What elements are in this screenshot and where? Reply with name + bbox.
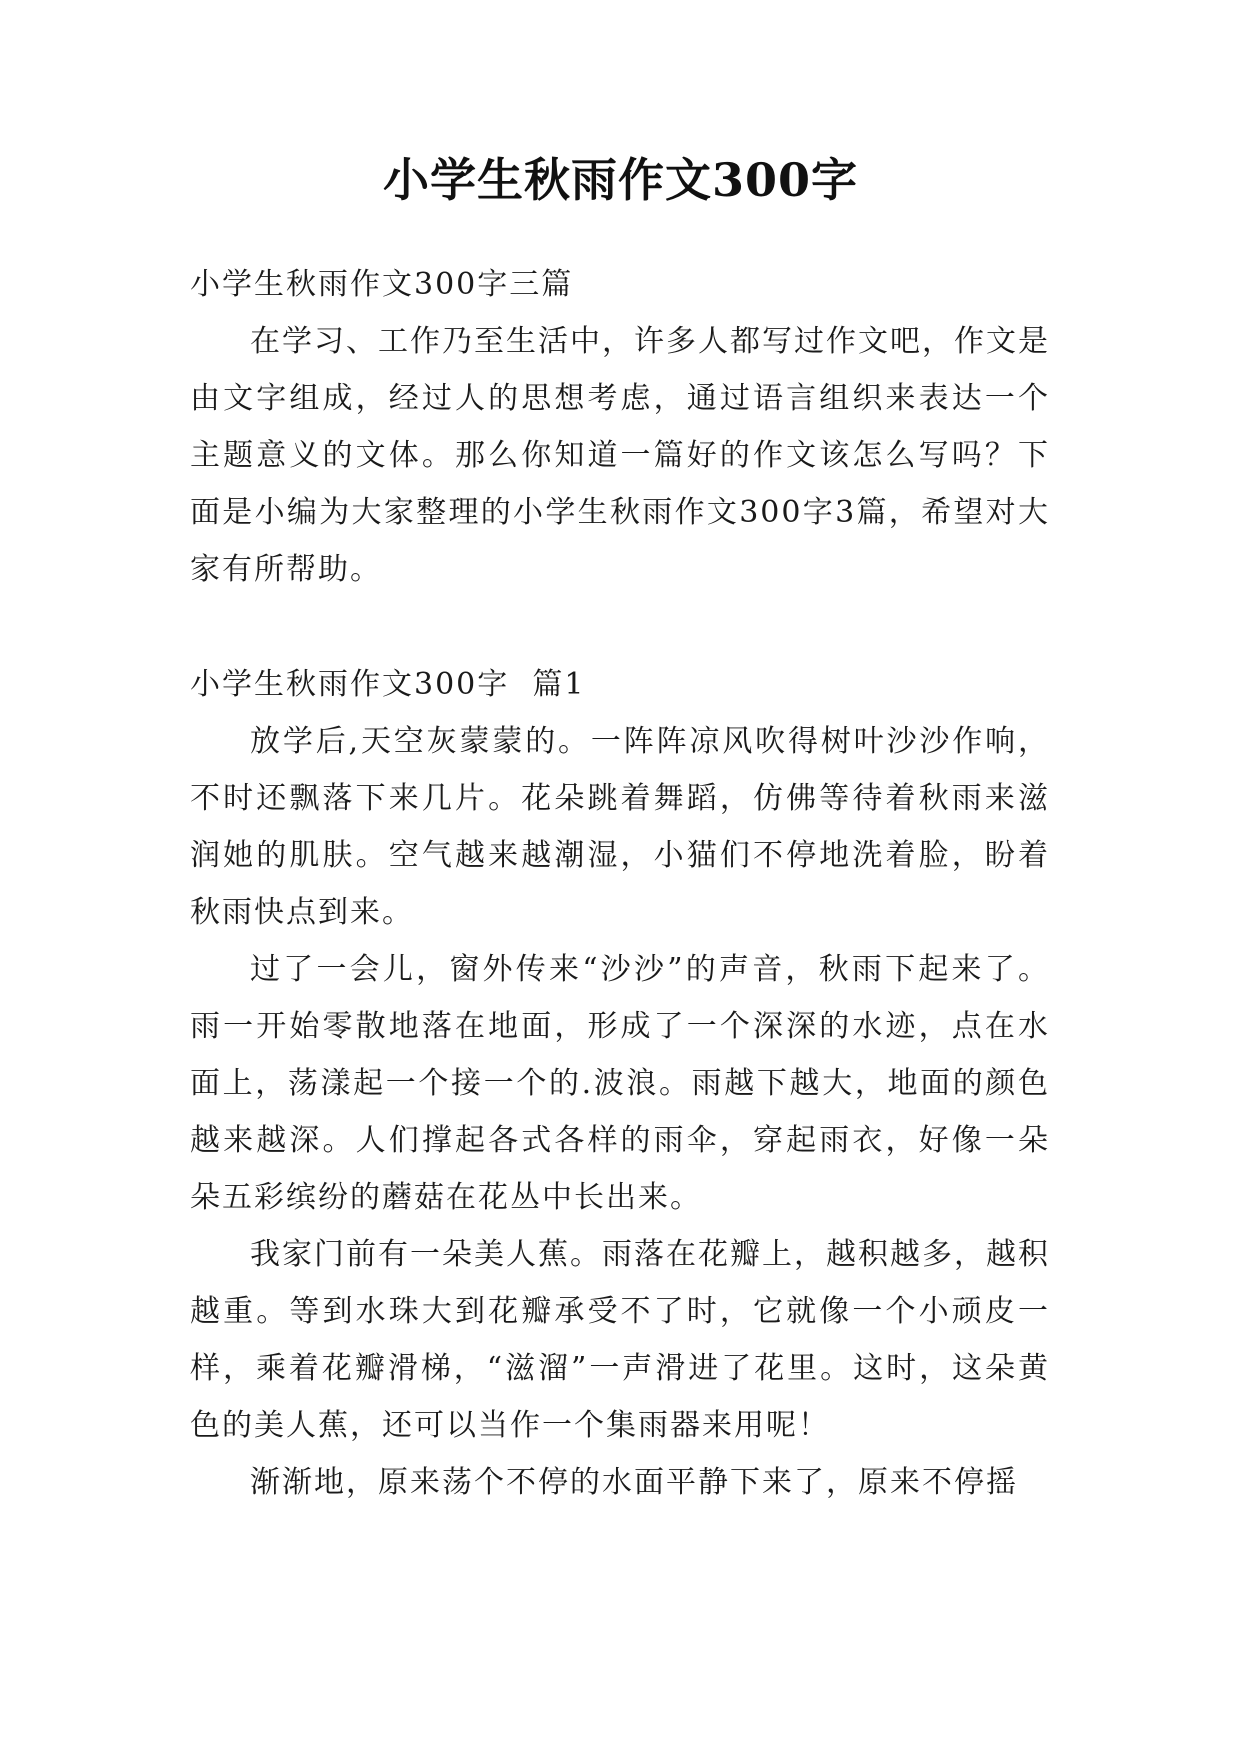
document-body bbox=[190, 256, 1050, 1511]
page-title: 小学生秋雨作文300字 bbox=[382, 153, 859, 207]
intro-heading: 小学生秋雨作文300字三篇 bbox=[190, 267, 574, 302]
section-1-paragraph-2: 过了一会儿，窗外传来“沙沙”的声音，秋雨下起来了。雨一开始零散地落在地面，形成了一个深深的水迹，点在水面上，荡漾起一个接一个的.波浪。雨越下越大，地面的颜色越来越深。人们撑起各式各样的雨伞，穿起雨衣，好像一朵朵五彩缤纷的蘑菇在花丛中长出来。 bbox=[190, 952, 1050, 1215]
intro-paragraph: 在学习、工作乃至生活中，许多人都写过作文吧，作文是由文字组成，经过人的思想考虑，通过语言组织来表达一个主题意义的文体。那么你知道一篇好的作文该怎么写吗？下面是小编为大家整理的小学生秋雨作文300字3篇，希望对大家有所帮助。 bbox=[190, 324, 1050, 587]
section-1-heading: 小学生秋雨作文300字 篇1 bbox=[190, 667, 586, 702]
section-spacer bbox=[190, 598, 1050, 656]
section-1-paragraph-4: 渐渐地，原来荡个不停的水面平静下来了，原来不停摇 bbox=[250, 1465, 1018, 1500]
section-1-paragraph-3: 我家门前有一朵美人蕉。雨落在花瓣上，越积越多，越积越重。等到水珠大到花瓣承受不了时，它就像一个小顽皮一样，乘着花瓣滑梯，“滋溜”一声滑进了花里。这时，这朵黄色的美人蕉，还可以当作一个集雨器来用呢！ bbox=[190, 1237, 1050, 1443]
section-1-paragraph-1: 放学后,天空灰蒙蒙的。一阵阵凉风吹得树叶沙沙作响，不时还飘落下来几片。花朵跳着舞蹈，仿佛等待着秋雨来滋润她的肌肤。空气越来越潮湿，小猫们不停地洗着脸，盼着秋雨快点到来。 bbox=[190, 724, 1050, 930]
